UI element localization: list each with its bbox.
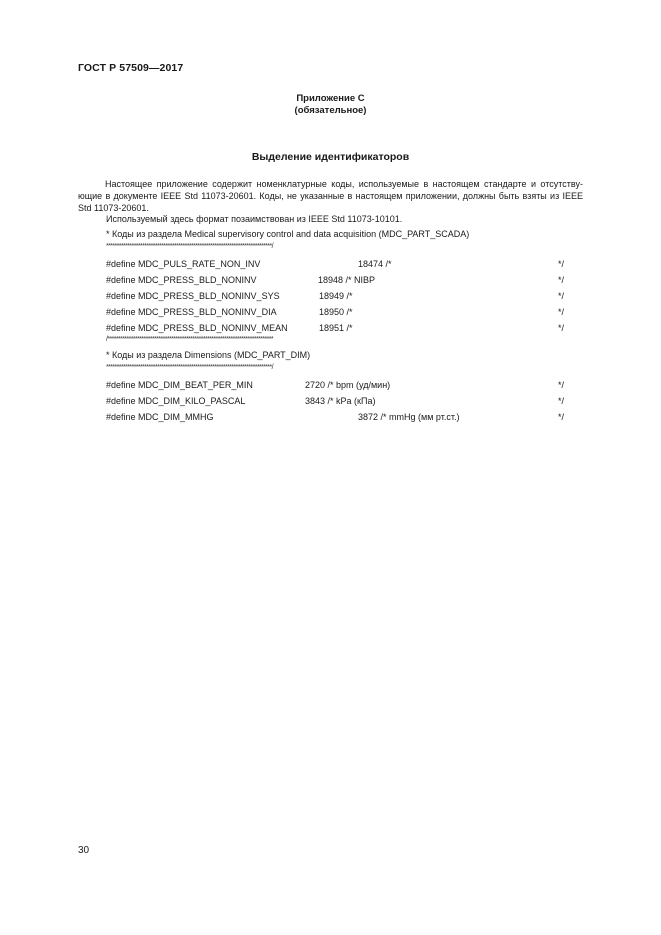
code-value: 3843 /* kPa (кПа) [305, 396, 376, 406]
section-title: Выделение идентификаторов [251, 151, 410, 163]
code-value: 18950 /* [319, 307, 353, 317]
code-comment-end: */ [558, 259, 565, 269]
code-name: #define MDC_PRESS_BLD_NONINV_DIA [106, 307, 277, 317]
code-comment-end: */ [558, 380, 565, 390]
code-name: #define MDC_PRESS_BLD_NONINV_SYS [106, 291, 280, 301]
code-value: 18951 /* [319, 323, 353, 333]
annex-title: Приложение С [296, 93, 365, 104]
group1-stars-close: /****************************************************************************** [106, 336, 274, 343]
code-comment-end: */ [558, 307, 565, 317]
code-name: #define MDC_PULS_RATE_NON_INV [106, 259, 261, 269]
format-note: Используемый здесь формат позаимствован из IEEE Std 11073-10101. [106, 214, 403, 224]
group2-comment: * Коды из раздела Dimensions (MDC_PART_DIM) [106, 350, 311, 360]
document-header: ГОСТ Р 57509—2017 [78, 62, 184, 74]
code-comment-end: */ [558, 291, 565, 301]
code-value: 18948 /* NIBP [318, 275, 376, 285]
code-name: #define MDC_DIM_KILO_PASCAL [106, 396, 246, 406]
intro-paragraph: Настоящее приложение содержит номенклатурные коды, используемые в настоящем стандарте и отсутству-ющие в документе IEEE Std 11073-20601. Коды, не указанные в настоящем приложении, должны быть взяты из IEEE Std 11073-20601. [78, 179, 583, 213]
code-comment-end: */ [558, 323, 565, 333]
code-comment-end: */ [558, 412, 565, 422]
annex-status: (обязательное) [294, 105, 367, 116]
group2-stars-open: ******************************************************************************/ [106, 364, 274, 371]
code-name: #define MDC_DIM_MMHG [106, 412, 214, 422]
code-value: 3872 /* mmHg (мм рт.ст.) [358, 412, 460, 422]
group1-stars-open: ******************************************************************************/ [106, 243, 274, 250]
code-comment-end: */ [558, 396, 565, 406]
code-value: 2720 /* bpm (уд/мин) [305, 380, 391, 390]
group1-comment: * Коды из раздела Medical supervisory control and data acquisition (MDC_PART_SCADA) [106, 229, 470, 239]
code-comment-end: */ [558, 275, 565, 285]
code-name: #define MDC_DIM_BEAT_PER_MIN [106, 380, 253, 390]
page-number: 30 [78, 845, 90, 856]
code-name: #define MDC_PRESS_BLD_NONINV [106, 275, 257, 285]
code-name: #define MDC_PRESS_BLD_NONINV_MEAN [106, 323, 288, 333]
code-value: 18474 /* [358, 259, 392, 269]
code-value: 18949 /* [319, 291, 353, 301]
